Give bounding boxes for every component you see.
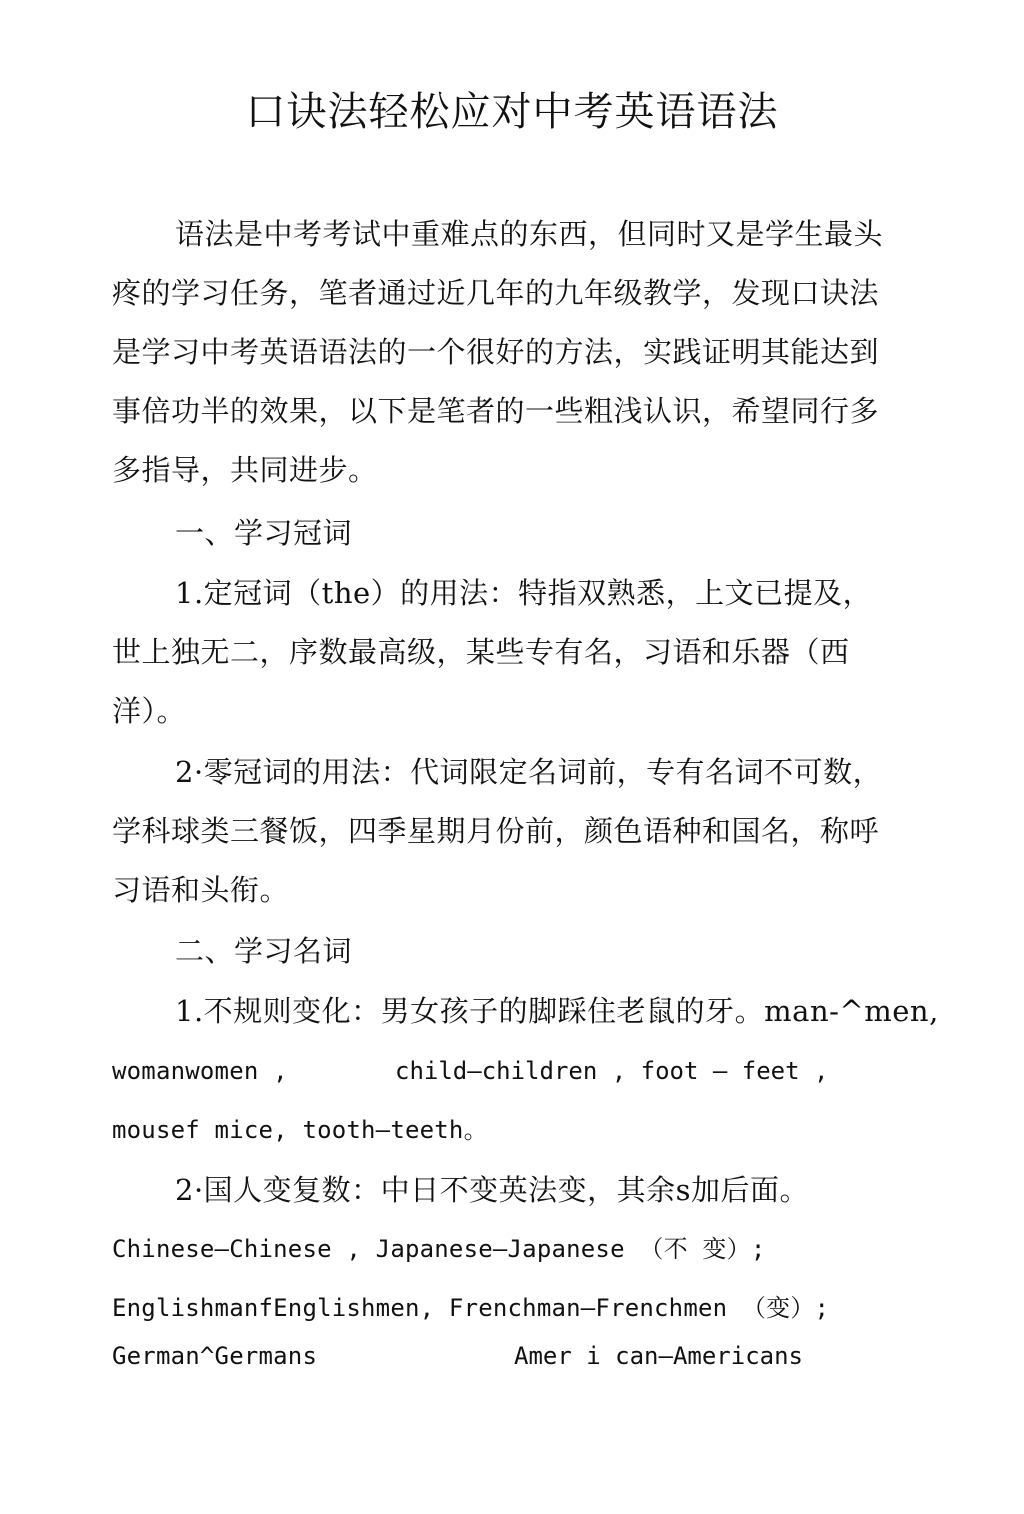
section-heading-nouns: 二、学习名词 — [175, 934, 353, 968]
intro-line-4: 事倍功半的效果，以下是笔者的一些粗浅认识，希望同行多 — [112, 394, 880, 428]
article-rule-1-line-1: 1.定冠词（the）的用法：特指双熟悉，上文已提及， — [175, 576, 873, 610]
article-rule-2-line-3: 习语和头衔。 — [112, 873, 290, 907]
noun-rule-2-line-1: 2·国人变复数：中日不变英法变，其余s加后面。 — [175, 1173, 810, 1207]
section-heading-articles: 一、学习冠词 — [175, 516, 353, 550]
article-rule-2-line-2: 学科球类三餐饭，四季星期月份前，颜色语种和国名，称呼 — [112, 814, 880, 848]
noun-rule-2-line-3: EnglishmanfEnglishmen, Frenchman—Frenchmen （变）; — [112, 1294, 830, 1322]
noun-rule-2-line-4-left: German^Germans — [112, 1342, 318, 1370]
intro-line-2: 疼的学习任务，笔者通过近几年的九年级教学，发现口诀法 — [112, 276, 880, 310]
noun-rule-1-line-2-right: child—children , foot — feet , — [395, 1057, 829, 1085]
intro-line-1: 语法是中考考试中重难点的东西，但同时又是学生最头 — [175, 217, 884, 251]
noun-rule-1-line-1: 1.不规则变化：男女孩子的脚踩住老鼠的牙。man-^men, — [175, 994, 939, 1028]
intro-line-5: 多指导，共同进步。 — [112, 453, 378, 487]
article-rule-2-line-1: 2·零冠词的用法：代词限定名词前，专有名词不可数， — [175, 755, 883, 789]
document-title: 口诀法轻松应对中考英语语法 — [245, 89, 779, 135]
noun-rule-1-line-2-left: womanwomen , — [112, 1057, 288, 1085]
noun-rule-2-line-4-right: Amer i can—Americans — [514, 1342, 803, 1370]
noun-rule-1-line-3: mousef mice, tooth—teeth。 — [112, 1116, 488, 1144]
intro-line-3: 是学习中考英语语法的一个很好的方法，实践证明其能达到 — [112, 335, 880, 369]
article-rule-1-line-3: 洋）。 — [112, 694, 187, 728]
article-rule-1-line-2: 世上独无二，序数最高级，某些专有名，习语和乐器（西 — [112, 635, 850, 669]
noun-rule-2-line-2: Chinese—Chinese , Japanese—Japanese （不 变）; — [112, 1235, 766, 1263]
